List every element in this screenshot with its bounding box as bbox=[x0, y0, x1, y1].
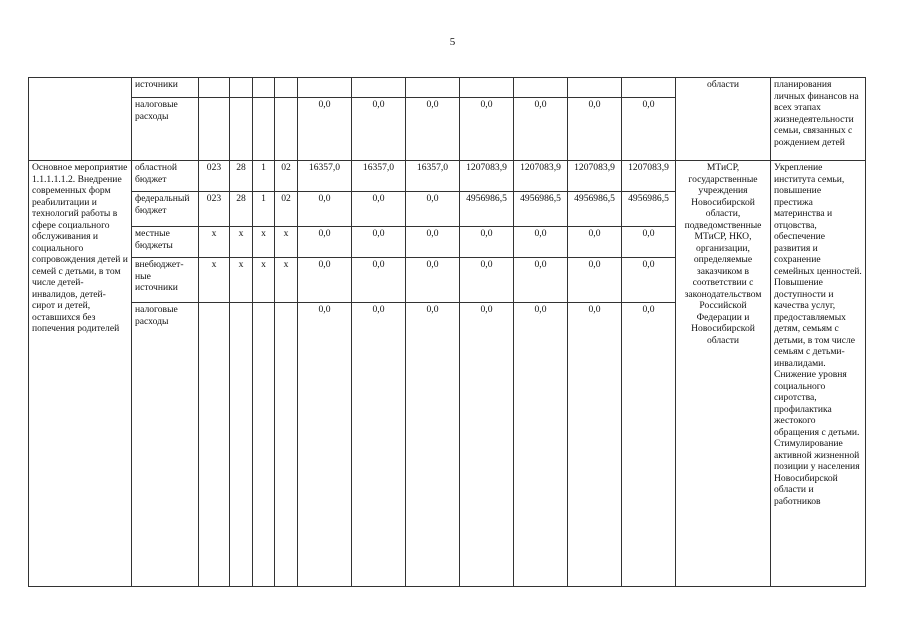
value-cell: 1207083,9 bbox=[460, 161, 514, 192]
value-cell: 0,0 bbox=[406, 98, 460, 161]
value-cell: 0,0 bbox=[352, 192, 406, 227]
funding-source: местные бюджеты bbox=[132, 227, 199, 258]
value-cell bbox=[352, 78, 406, 98]
code-gov bbox=[199, 78, 230, 98]
code-subprogram bbox=[253, 98, 275, 161]
page-number: 5 bbox=[449, 36, 456, 48]
code-activity: 02 bbox=[275, 192, 298, 227]
value-cell: 0,0 bbox=[460, 227, 514, 258]
value-cell: 16357,0 bbox=[352, 161, 406, 192]
table-row bbox=[29, 78, 866, 98]
code-activity bbox=[275, 78, 298, 98]
funding-source: источники bbox=[132, 78, 199, 98]
value-cell: 0,0 bbox=[298, 258, 352, 303]
value-cell: 0,0 bbox=[460, 303, 514, 587]
value-cell: 16357,0 bbox=[406, 161, 460, 192]
value-cell: 0,0 bbox=[568, 98, 622, 161]
code-program: 28 bbox=[230, 161, 253, 192]
code-activity: x bbox=[275, 258, 298, 303]
result-cell: планирования личных финансов на всех этапах жизнедеятельности семьи, связанных с рождением детей bbox=[771, 78, 866, 161]
value-cell: 0,0 bbox=[568, 227, 622, 258]
code-subprogram: 1 bbox=[253, 161, 275, 192]
value-cell: 0,0 bbox=[406, 303, 460, 587]
code-gov: 023 bbox=[199, 192, 230, 227]
activity-name-cell-empty bbox=[29, 78, 132, 161]
value-cell: 0,0 bbox=[514, 227, 568, 258]
code-gov bbox=[199, 303, 230, 587]
activity-name: Основное мероприятие 1.1.1.1.1.2. Внедрение современных форм реабилитации и технологий работы в сфере социального обслуживания и социального сопровождения детей и семей с детьми, в том числе детей-инвалидов, детей-сирот и детей, оставшихся без попечения родителей bbox=[29, 161, 132, 587]
funding-source: налоговые расходы bbox=[132, 98, 199, 161]
code-activity: 02 bbox=[275, 161, 298, 192]
value-cell bbox=[460, 78, 514, 98]
code-subprogram: 1 bbox=[253, 192, 275, 227]
code-subprogram: x bbox=[253, 258, 275, 303]
value-cell: 0,0 bbox=[514, 258, 568, 303]
value-cell bbox=[406, 78, 460, 98]
value-cell: 0,0 bbox=[514, 98, 568, 161]
code-activity bbox=[275, 98, 298, 161]
funding-source: внебюджет- ные источники bbox=[132, 258, 199, 303]
code-gov: x bbox=[199, 258, 230, 303]
value-cell: 1207083,9 bbox=[622, 161, 676, 192]
value-cell: 4956986,5 bbox=[460, 192, 514, 227]
value-cell: 0,0 bbox=[568, 258, 622, 303]
code-gov: x bbox=[199, 227, 230, 258]
executor-cell: МТиСР, государственные учреждения Новосибирской области, подведомственные МТиСР, НКО, организации, определяемые заказчиком в соответствии с законодательством Российской Федерации и Новосибирской области bbox=[676, 161, 771, 587]
result-cell: Укрепление института семьи, повышение престижа материнства и отцовства, обеспечение развития и сохранение семейных ценностей. Повышение доступности и качества услуг, предоставляемых детям, семьям с детьми, в том числе семьям с детьми-инвалидами. Снижение уровня социального сиротства, профилактика жестокого обращения с детьми. Стимулирование активной жизненной позиции у населения Новосибирской области и работников bbox=[771, 161, 866, 587]
value-cell: 1207083,9 bbox=[568, 161, 622, 192]
code-subprogram bbox=[253, 78, 275, 98]
table-row bbox=[29, 161, 866, 192]
value-cell: 0,0 bbox=[622, 258, 676, 303]
value-cell: 4956986,5 bbox=[514, 192, 568, 227]
value-cell: 0,0 bbox=[298, 98, 352, 161]
value-cell: 0,0 bbox=[460, 258, 514, 303]
value-cell: 4956986,5 bbox=[622, 192, 676, 227]
value-cell: 0,0 bbox=[622, 98, 676, 161]
code-program: x bbox=[230, 258, 253, 303]
value-cell: 0,0 bbox=[622, 227, 676, 258]
value-cell: 0,0 bbox=[568, 303, 622, 587]
code-subprogram bbox=[253, 303, 275, 587]
value-cell: 0,0 bbox=[406, 258, 460, 303]
value-cell: 0,0 bbox=[298, 303, 352, 587]
code-program bbox=[230, 78, 253, 98]
code-program bbox=[230, 303, 253, 587]
value-cell: 0,0 bbox=[406, 227, 460, 258]
value-cell: 1207083,9 bbox=[514, 161, 568, 192]
value-cell: 0,0 bbox=[622, 303, 676, 587]
value-cell: 0,0 bbox=[352, 227, 406, 258]
value-cell: 0,0 bbox=[352, 98, 406, 161]
value-cell: 0,0 bbox=[406, 192, 460, 227]
value-cell: 0,0 bbox=[352, 303, 406, 587]
value-cell bbox=[298, 78, 352, 98]
value-cell bbox=[514, 78, 568, 98]
value-cell bbox=[568, 78, 622, 98]
code-program: 28 bbox=[230, 192, 253, 227]
program-table bbox=[28, 77, 866, 587]
code-subprogram: x bbox=[253, 227, 275, 258]
code-activity: x bbox=[275, 227, 298, 258]
code-program: x bbox=[230, 227, 253, 258]
value-cell: 0,0 bbox=[460, 98, 514, 161]
executor-cell: области bbox=[676, 78, 771, 161]
code-gov: 023 bbox=[199, 161, 230, 192]
code-gov bbox=[199, 98, 230, 161]
funding-source: федеральный бюджет bbox=[132, 192, 199, 227]
code-program bbox=[230, 98, 253, 161]
code-activity bbox=[275, 303, 298, 587]
funding-source: налоговые расходы bbox=[132, 303, 199, 587]
value-cell bbox=[622, 78, 676, 98]
value-cell: 0,0 bbox=[352, 258, 406, 303]
value-cell: 0,0 bbox=[298, 192, 352, 227]
value-cell: 4956986,5 bbox=[568, 192, 622, 227]
value-cell: 0,0 bbox=[298, 227, 352, 258]
funding-source: областной бюджет bbox=[132, 161, 199, 192]
value-cell: 0,0 bbox=[514, 303, 568, 587]
value-cell: 16357,0 bbox=[298, 161, 352, 192]
